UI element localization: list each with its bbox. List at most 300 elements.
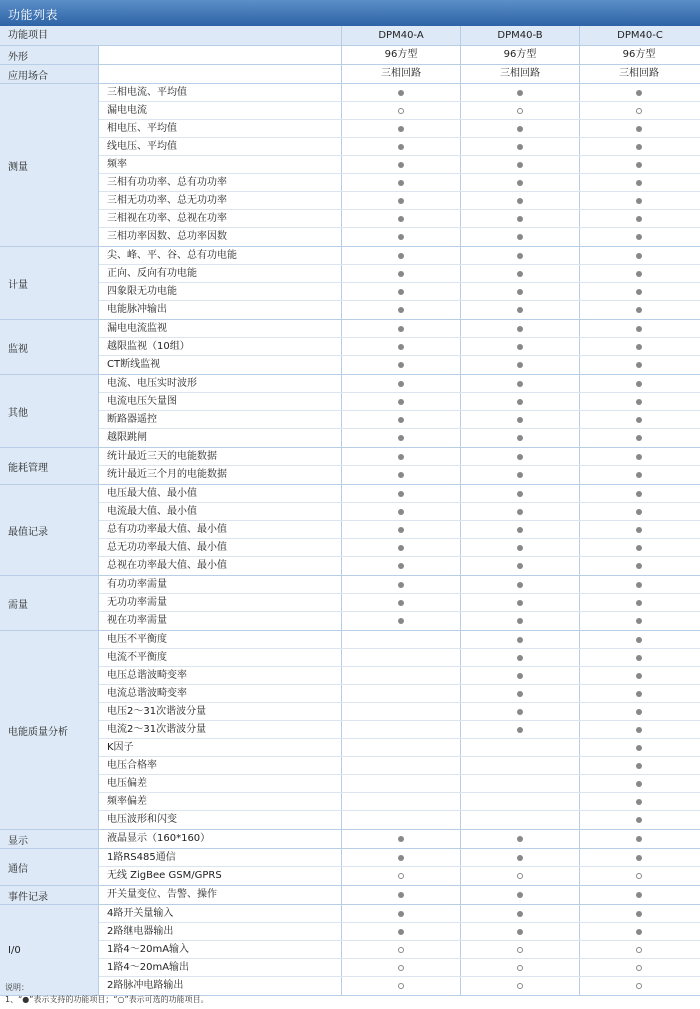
supported-dot-icon	[517, 289, 523, 295]
feature-name: 视在功率需量	[99, 612, 342, 630]
supported-dot-icon	[517, 637, 523, 643]
supported-dot-icon	[398, 326, 404, 332]
table-header	[0, 26, 700, 46]
table-row	[99, 739, 700, 757]
support-cell	[580, 775, 698, 792]
table-row	[99, 247, 700, 265]
support-cell	[580, 192, 698, 209]
support-cell	[580, 685, 698, 702]
table-row	[99, 849, 700, 867]
support-cell	[461, 685, 580, 702]
supported-dot-icon	[636, 216, 642, 222]
support-cell	[342, 102, 461, 119]
support-cell	[580, 849, 698, 866]
supported-dot-icon	[517, 362, 523, 368]
support-cell	[580, 941, 698, 958]
feature-group	[0, 375, 700, 448]
supported-dot-icon	[398, 399, 404, 405]
supported-dot-icon	[517, 90, 523, 96]
support-cell	[342, 320, 461, 337]
support-cell	[342, 959, 461, 976]
optional-circle-icon	[517, 108, 523, 114]
supported-dot-icon	[398, 216, 404, 222]
support-cell	[580, 156, 698, 173]
table-row	[99, 941, 700, 959]
supported-dot-icon	[398, 911, 404, 917]
table-row	[99, 375, 700, 393]
page-title: 功能列表	[0, 0, 700, 26]
support-cell	[461, 320, 580, 337]
supported-dot-icon	[398, 491, 404, 497]
supported-dot-icon	[517, 691, 523, 697]
feature-name: 越限监视（10组）	[99, 338, 342, 355]
feature-name: 电压合格率	[99, 757, 342, 774]
feature-name: 总有功功率最大值、最小值	[99, 521, 342, 538]
feature-name: 电流2～31次谐波分量	[99, 721, 342, 738]
feature-name: 四象限无功电能	[99, 283, 342, 300]
feature-name: 2路脉冲电路输出	[99, 977, 342, 995]
supported-dot-icon	[636, 344, 642, 350]
supported-dot-icon	[398, 289, 404, 295]
supported-dot-icon	[398, 582, 404, 588]
supported-dot-icon	[398, 162, 404, 168]
feature-name: K因子	[99, 739, 342, 756]
optional-circle-icon	[398, 965, 404, 971]
optional-circle-icon	[398, 983, 404, 989]
support-cell	[580, 667, 698, 684]
support-cell	[461, 84, 580, 101]
supported-dot-icon	[636, 911, 642, 917]
support-cell	[342, 503, 461, 520]
feature-group	[0, 247, 700, 320]
supported-dot-icon	[398, 563, 404, 569]
feature-name: 三相有功功率、总有功功率	[99, 174, 342, 191]
supported-dot-icon	[517, 836, 523, 842]
supported-dot-icon	[517, 545, 523, 551]
supported-dot-icon	[398, 253, 404, 259]
feature-name: 电流电压矢量图	[99, 393, 342, 410]
feature-name: 总视在功率最大值、最小值	[99, 557, 342, 575]
table-row	[99, 265, 700, 283]
support-cell	[461, 793, 580, 810]
supported-dot-icon	[636, 307, 642, 313]
support-cell	[342, 228, 461, 246]
support-cell	[342, 539, 461, 556]
support-cell	[461, 757, 580, 774]
supported-dot-icon	[517, 326, 523, 332]
supported-dot-icon	[636, 90, 642, 96]
support-cell	[580, 886, 698, 904]
support-cell	[342, 429, 461, 447]
supported-dot-icon	[636, 289, 642, 295]
support-cell	[580, 703, 698, 720]
feature-name	[99, 46, 342, 64]
supported-dot-icon	[636, 618, 642, 624]
header-model-b: DPM40-B	[461, 26, 580, 46]
feature-group	[0, 849, 700, 886]
support-cell	[461, 811, 580, 829]
supported-dot-icon	[636, 472, 642, 478]
support-cell	[461, 539, 580, 556]
table-row	[99, 210, 700, 228]
supported-dot-icon	[517, 399, 523, 405]
support-cell	[461, 886, 580, 904]
support-cell	[342, 811, 461, 829]
support-cell	[580, 138, 698, 155]
support-cell	[461, 905, 580, 922]
table-row	[99, 393, 700, 411]
supported-dot-icon	[636, 253, 642, 259]
table-row	[99, 576, 700, 594]
support-cell	[580, 265, 698, 282]
supported-dot-icon	[517, 162, 523, 168]
supported-dot-icon	[398, 271, 404, 277]
supported-dot-icon	[636, 836, 642, 842]
support-cell	[461, 120, 580, 137]
feature-name	[99, 65, 342, 83]
support-cell	[461, 156, 580, 173]
supported-dot-icon	[636, 763, 642, 769]
support-cell	[461, 247, 580, 264]
table-row	[99, 905, 700, 923]
support-cell	[580, 429, 698, 447]
support-cell	[580, 247, 698, 264]
support-cell	[342, 174, 461, 191]
optional-circle-icon	[636, 965, 642, 971]
supported-dot-icon	[636, 929, 642, 935]
support-cell	[342, 283, 461, 300]
supported-dot-icon	[517, 673, 523, 679]
feature-name: 漏电电流监视	[99, 320, 342, 337]
feature-group	[0, 576, 700, 631]
support-cell	[342, 977, 461, 995]
support-cell	[580, 320, 698, 337]
support-cell	[342, 721, 461, 738]
table-row	[99, 46, 700, 64]
support-cell	[461, 466, 580, 484]
notes-heading: 说明：	[5, 983, 29, 992]
support-cell	[461, 667, 580, 684]
supported-dot-icon	[398, 198, 404, 204]
table-row	[99, 120, 700, 138]
feature-group	[0, 448, 700, 485]
feature-name: 电压波形和闪变	[99, 811, 342, 829]
supported-dot-icon	[636, 781, 642, 787]
support-cell	[461, 703, 580, 720]
table-row	[99, 649, 700, 667]
supported-dot-icon	[517, 727, 523, 733]
supported-dot-icon	[517, 527, 523, 533]
feature-name: 液晶显示（160*160）	[99, 830, 342, 848]
supported-dot-icon	[517, 144, 523, 150]
support-cell	[461, 867, 580, 885]
table-row	[99, 356, 700, 374]
table-row	[99, 867, 700, 885]
feature-name: 正向、反向有功电能	[99, 265, 342, 282]
support-cell	[461, 503, 580, 520]
supported-dot-icon	[398, 362, 404, 368]
supported-dot-icon	[398, 381, 404, 387]
table-row	[99, 84, 700, 102]
support-cell	[461, 356, 580, 374]
supported-dot-icon	[636, 563, 642, 569]
feature-name: 三相电流、平均值	[99, 84, 342, 101]
feature-name: 电压最大值、最小值	[99, 485, 342, 502]
feature-name: 1路4～20mA输出	[99, 959, 342, 976]
feature-name: 频率	[99, 156, 342, 173]
support-cell	[580, 411, 698, 428]
feature-name: 线电压、平均值	[99, 138, 342, 155]
table-row	[99, 539, 700, 557]
optional-circle-icon	[636, 947, 642, 953]
supported-dot-icon	[636, 745, 642, 751]
support-cell	[580, 959, 698, 976]
support-cell	[580, 830, 698, 848]
support-cell	[342, 703, 461, 720]
support-cell	[461, 649, 580, 666]
feature-name: 无线 ZigBee GSM/GPRS	[99, 867, 342, 885]
support-cell	[342, 448, 461, 465]
supported-dot-icon	[636, 509, 642, 515]
support-cell	[342, 192, 461, 209]
supported-dot-icon	[398, 307, 404, 313]
group-label: 需量	[0, 576, 99, 630]
supported-dot-icon	[398, 126, 404, 132]
supported-dot-icon	[636, 326, 642, 332]
support-cell	[342, 156, 461, 173]
supported-dot-icon	[517, 180, 523, 186]
feature-name: 尖、峰、平、谷、总有功电能	[99, 247, 342, 264]
feature-name: 统计最近三天的电能数据	[99, 448, 342, 465]
supported-dot-icon	[517, 600, 523, 606]
supported-dot-icon	[636, 709, 642, 715]
support-cell: 96方型	[461, 46, 580, 64]
supported-dot-icon	[517, 381, 523, 387]
support-cell	[342, 210, 461, 227]
feature-name: 电压不平衡度	[99, 631, 342, 648]
supported-dot-icon	[517, 892, 523, 898]
support-cell	[342, 775, 461, 792]
supported-dot-icon	[636, 180, 642, 186]
table-row	[99, 338, 700, 356]
supported-dot-icon	[636, 545, 642, 551]
support-cell	[461, 849, 580, 866]
supported-dot-icon	[636, 454, 642, 460]
optional-circle-icon	[517, 947, 523, 953]
group-label: 监视	[0, 320, 99, 374]
support-cell	[461, 228, 580, 246]
feature-group	[0, 830, 700, 849]
supported-dot-icon	[398, 144, 404, 150]
support-cell: 三相回路	[342, 65, 461, 83]
support-cell	[580, 503, 698, 520]
support-cell	[461, 941, 580, 958]
supported-dot-icon	[517, 216, 523, 222]
supported-dot-icon	[636, 655, 642, 661]
supported-dot-icon	[517, 929, 523, 935]
supported-dot-icon	[398, 90, 404, 96]
optional-circle-icon	[517, 983, 523, 989]
header-model-a: DPM40-A	[342, 26, 461, 46]
support-cell	[342, 576, 461, 593]
supported-dot-icon	[398, 509, 404, 515]
supported-dot-icon	[398, 600, 404, 606]
optional-circle-icon	[398, 873, 404, 879]
support-cell	[461, 485, 580, 502]
support-cell	[580, 448, 698, 465]
support-cell	[461, 338, 580, 355]
table-row	[99, 557, 700, 575]
support-cell	[461, 576, 580, 593]
support-cell	[580, 228, 698, 246]
support-cell: 三相回路	[461, 65, 580, 83]
feature-name: 无功功率需量	[99, 594, 342, 611]
table-row	[99, 521, 700, 539]
supported-dot-icon	[636, 637, 642, 643]
supported-dot-icon	[636, 855, 642, 861]
supported-dot-icon	[636, 381, 642, 387]
table-row	[99, 667, 700, 685]
support-cell	[342, 739, 461, 756]
support-cell	[580, 631, 698, 648]
support-cell	[580, 557, 698, 575]
supported-dot-icon	[517, 271, 523, 277]
support-cell	[461, 612, 580, 630]
supported-dot-icon	[517, 417, 523, 423]
supported-dot-icon	[636, 435, 642, 441]
feature-group	[0, 65, 700, 84]
supported-dot-icon	[636, 799, 642, 805]
feature-name: 电流总谐波畸变率	[99, 685, 342, 702]
support-cell	[342, 356, 461, 374]
table-row	[99, 775, 700, 793]
supported-dot-icon	[636, 234, 642, 240]
support-cell	[461, 283, 580, 300]
support-cell	[461, 210, 580, 227]
table-row	[99, 485, 700, 503]
support-cell	[461, 448, 580, 465]
optional-circle-icon	[636, 983, 642, 989]
feature-group	[0, 84, 700, 247]
support-cell: 96方型	[342, 46, 461, 64]
group-label: 最值记录	[0, 485, 99, 575]
support-cell	[580, 210, 698, 227]
supported-dot-icon	[636, 600, 642, 606]
support-cell	[580, 793, 698, 810]
support-cell	[580, 338, 698, 355]
support-cell	[342, 923, 461, 940]
support-cell	[461, 102, 580, 119]
supported-dot-icon	[517, 709, 523, 715]
support-cell	[580, 649, 698, 666]
supported-dot-icon	[517, 509, 523, 515]
feature-name: 电压偏差	[99, 775, 342, 792]
support-cell	[342, 793, 461, 810]
support-cell	[580, 356, 698, 374]
feature-name: 漏电电流	[99, 102, 342, 119]
support-cell	[342, 393, 461, 410]
group-label: 外形	[0, 46, 99, 64]
support-cell	[342, 557, 461, 575]
supported-dot-icon	[636, 691, 642, 697]
supported-dot-icon	[636, 892, 642, 898]
table-row	[99, 503, 700, 521]
feature-name: 频率偏差	[99, 793, 342, 810]
support-cell	[461, 174, 580, 191]
table-row	[99, 228, 700, 246]
feature-name: 统计最近三个月的电能数据	[99, 466, 342, 484]
table-row	[99, 830, 700, 848]
support-cell: 96方型	[622, 49, 656, 60]
support-cell	[580, 721, 698, 738]
supported-dot-icon	[517, 454, 523, 460]
notes-line: 1、“●”表示支持的功能项目；“○”表示可选的功能项目。	[5, 995, 209, 1004]
support-cell	[580, 576, 698, 593]
table-row	[99, 811, 700, 829]
support-cell	[461, 977, 580, 995]
table-row	[99, 102, 700, 120]
supported-dot-icon	[398, 435, 404, 441]
support-cell	[580, 539, 698, 556]
supported-dot-icon	[517, 234, 523, 240]
supported-dot-icon	[636, 727, 642, 733]
support-cell	[342, 757, 461, 774]
optional-circle-icon	[398, 947, 404, 953]
support-cell	[461, 192, 580, 209]
feature-name: 三相功率因数、总功率因数	[99, 228, 342, 246]
feature-group	[0, 631, 700, 830]
group-label: 应用场合	[0, 65, 99, 83]
group-label: 通信	[0, 849, 99, 885]
support-cell	[461, 393, 580, 410]
support-cell	[342, 521, 461, 538]
supported-dot-icon	[517, 435, 523, 441]
supported-dot-icon	[398, 545, 404, 551]
feature-name: 电能脉冲输出	[99, 301, 342, 319]
feature-name: 总无功功率最大值、最小值	[99, 539, 342, 556]
table-row	[99, 411, 700, 429]
feature-name: 断路器遥控	[99, 411, 342, 428]
table-row	[99, 631, 700, 649]
supported-dot-icon	[517, 126, 523, 132]
group-label: 显示	[0, 830, 99, 848]
feature-group	[0, 886, 700, 905]
table-row	[99, 156, 700, 174]
support-cell	[580, 521, 698, 538]
table-row	[99, 757, 700, 775]
supported-dot-icon	[517, 855, 523, 861]
support-cell	[342, 466, 461, 484]
table-row	[99, 612, 700, 630]
supported-dot-icon	[517, 618, 523, 624]
support-cell	[461, 265, 580, 282]
supported-dot-icon	[398, 344, 404, 350]
support-cell	[461, 594, 580, 611]
supported-dot-icon	[398, 527, 404, 533]
support-cell	[342, 265, 461, 282]
supported-dot-icon	[398, 417, 404, 423]
supported-dot-icon	[398, 836, 404, 842]
feature-name: 越限跳闸	[99, 429, 342, 447]
support-cell	[342, 886, 461, 904]
supported-dot-icon	[398, 454, 404, 460]
table-row	[99, 721, 700, 739]
support-cell	[342, 649, 461, 666]
optional-circle-icon	[517, 965, 523, 971]
support-cell	[461, 429, 580, 447]
header-model-c: DPM40-C	[617, 30, 663, 41]
support-cell	[342, 849, 461, 866]
